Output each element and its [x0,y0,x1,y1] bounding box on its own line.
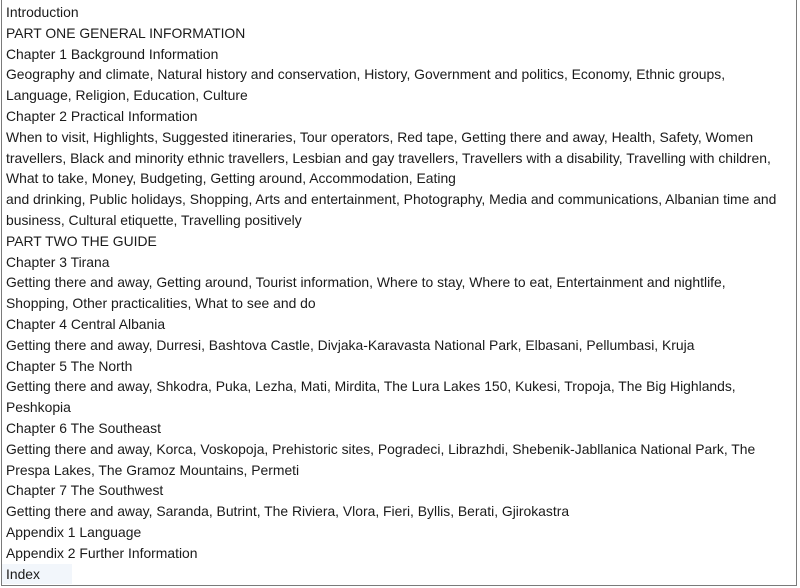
toc-chapter-1-title: Chapter 1 Background Information [6,45,219,62]
toc-part-one-heading: PART ONE GENERAL INFORMATION [6,24,246,41]
toc-chapter-3-title: Chapter 3 Tirana [6,253,110,270]
toc-index: Index [2,564,72,585]
toc-chapter-5-title: Chapter 5 The North [6,357,133,374]
toc-appendix-2: Appendix 2 Further Information [6,544,198,561]
toc-chapter-2-topics-continued: and drinking, Public holidays, Shopping, Arts and entertainment, Photography, Media and communications, Albanian time and business, Cultural etiquette, Travelling positively [6,191,777,228]
toc-chapter-1-topics: Geography and climate, Natural history and conservation, History, Government and politics, Economy, Ethnic groups, Language, Religion, Education, Culture [6,66,726,104]
toc-chapter-3-topics: Getting there and away, Getting around, Tourist information, Where to stay, Where to eat, Entertainment and nightlife, Shopping, Other practicalities, What to see and do [6,274,726,312]
toc-chapter-5-topics: Getting there and away, Shkodra, Puka, Lezha, Mati, Mirdita, The Lura Lakes 150, Kukesi, Tropoja, The Big Highlands, Peshkopia [6,378,736,416]
table-of-contents [1,0,797,586]
toc-chapter-7-topics: Getting there and away, Saranda, Butrint, The Riviera, Vlora, Fieri, Byllis, Berati, Gjirokastra [6,503,570,520]
toc-chapter-2-topics: When to visit, Highlights, Suggested itineraries, Tour operators, Red tape, Getting there and away, Health, Safety, Women travellers, Black and minority ethnic travellers, Lesbian and gay travellers, Travellers with a disability, Travelling with children, What to take, Money, Budgeting, Getting around, Accommodation, Eating [6,128,771,187]
toc-part-two-heading: PART TWO THE GUIDE [6,232,157,249]
toc-chapter-4-topics: Getting there and away, Durresi, Bashtova Castle, Divjaka-Karavasta National Park, Elbasani, Pellumbasi, Kruja [6,336,695,353]
toc-introduction: Introduction [6,4,79,20]
toc-chapter-6-title: Chapter 6 The Southeast [6,419,161,436]
toc-chapter-7-title: Chapter 7 The Southwest [6,482,164,499]
toc-appendix-1: Appendix 1 Language [6,523,142,540]
toc-chapter-6-topics: Getting there and away, Korca, Voskopoja, Prehistoric sites, Pogradeci, Librazhdi, Shebenik-Jabllanica National Park, The Prespa Lakes, The Gramoz Mountains, Permeti [6,440,756,478]
toc-chapter-4-title: Chapter 4 Central Albania [6,315,166,332]
toc-chapter-2-title: Chapter 2 Practical Information [6,107,198,124]
